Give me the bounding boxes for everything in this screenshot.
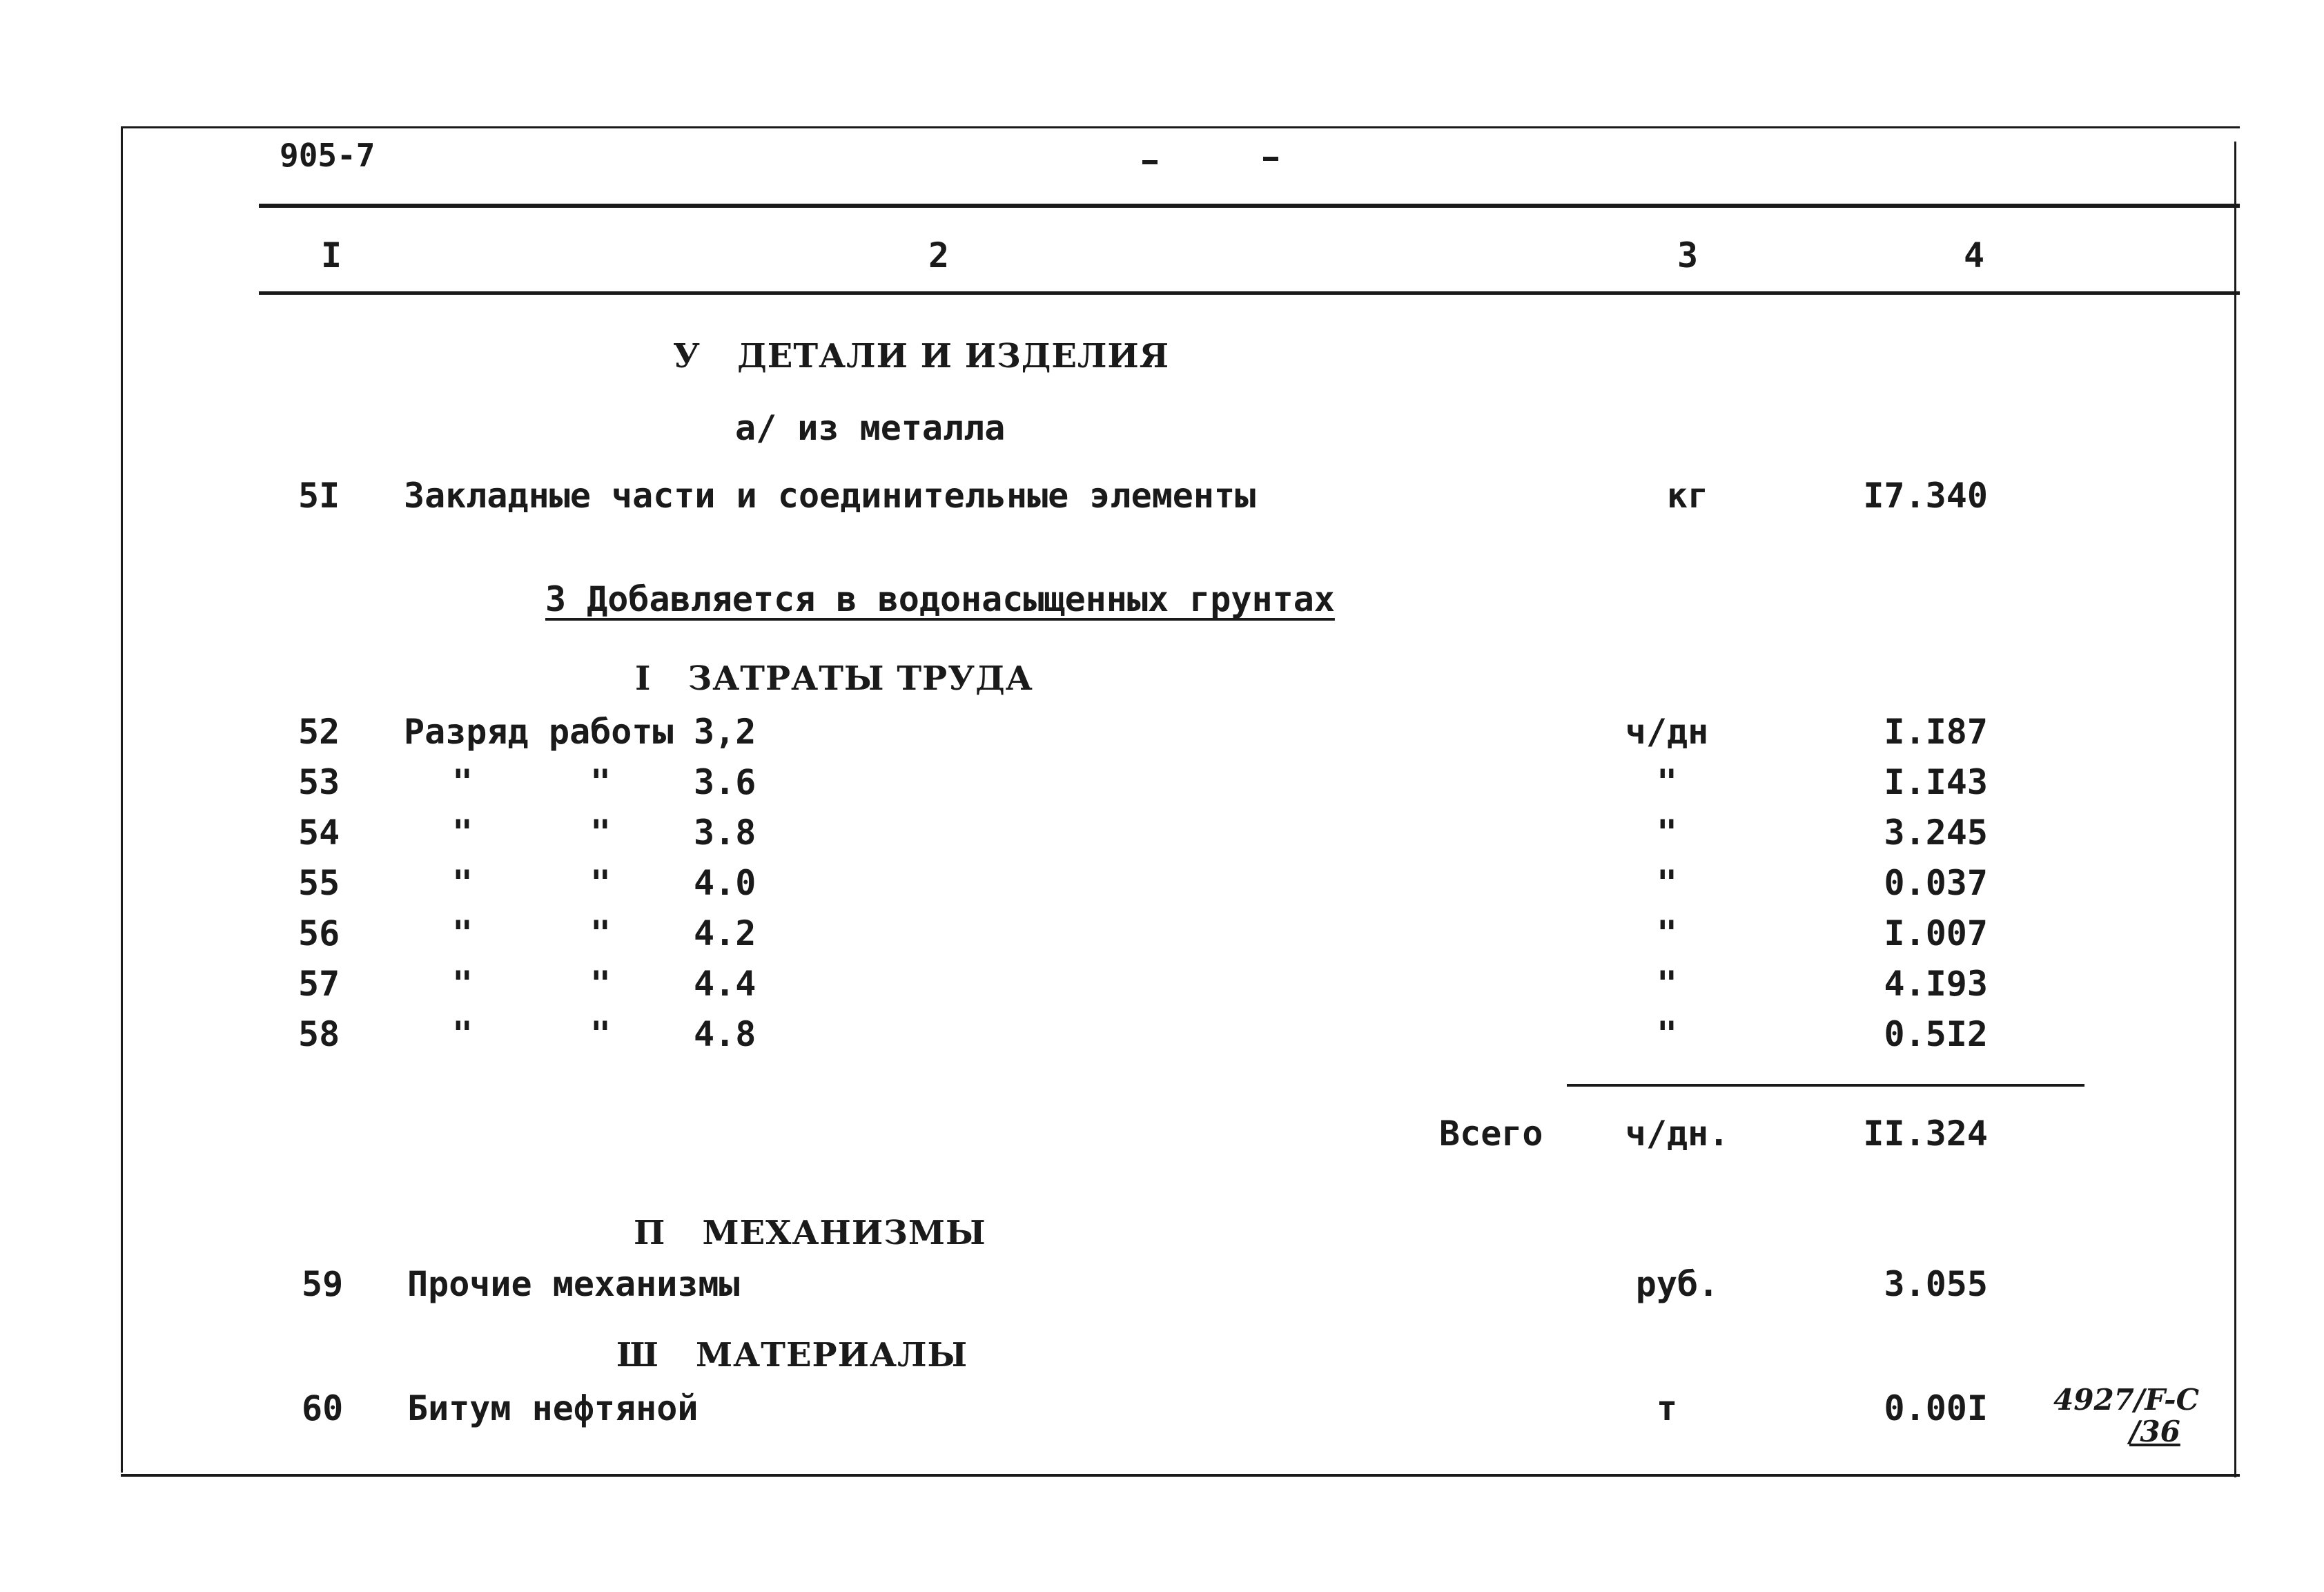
row-number: 5I xyxy=(298,476,340,516)
ditto-mark: " xyxy=(590,913,612,953)
section-3-heading: 3 Добавляется в водонасыщенных грунтах xyxy=(545,579,1335,619)
ditto-mark: " xyxy=(590,964,612,1004)
row-number: 56 xyxy=(298,913,340,953)
mechanisms-title: П МЕХАНИЗМЫ xyxy=(634,1214,986,1252)
row-grade: 4.4 xyxy=(694,964,756,1004)
row-number: 60 xyxy=(302,1388,344,1428)
header-top-rule xyxy=(259,204,2240,208)
row-value: I.007 xyxy=(1884,913,1988,953)
row-name: Битум нефтяной xyxy=(407,1388,699,1428)
row-number: 57 xyxy=(298,964,340,1004)
row-grade: 4.0 xyxy=(694,863,756,903)
total-unit: ч/дн. xyxy=(1625,1114,1730,1154)
row-unit: кг xyxy=(1666,476,1709,516)
ditto-mark: " xyxy=(590,813,612,853)
row-unit: ч/дн xyxy=(1625,712,1709,752)
ditto-mark: " xyxy=(1656,813,1678,853)
row-value: 0.5I2 xyxy=(1884,1014,1988,1054)
row-value: I.I43 xyxy=(1884,762,1988,802)
ditto-mark: " xyxy=(1656,964,1678,1004)
frame-bottom-rule xyxy=(121,1474,2240,1477)
row-grade: 4.8 xyxy=(694,1014,756,1054)
row-name: Прочие механизмы xyxy=(407,1264,740,1304)
margin-note-line2: /36 xyxy=(2129,1415,2180,1448)
header-bottom-rule xyxy=(259,291,2240,295)
materials-title: Ш МАТЕРИАЛЫ xyxy=(616,1336,968,1375)
row-value: 3.055 xyxy=(1884,1264,1988,1304)
row-value: 0.00I xyxy=(1884,1388,1988,1428)
column-header-4: 4 xyxy=(1963,235,1985,275)
row-number: 52 xyxy=(298,712,340,752)
row-grade: 4.2 xyxy=(694,913,756,953)
row-number: 58 xyxy=(298,1014,340,1054)
section-3-title xyxy=(545,579,1335,620)
total-rule xyxy=(1567,1084,2084,1087)
margin-note-line1: 4927/F-C xyxy=(2053,1383,2200,1417)
ditto-mark: " xyxy=(1656,762,1678,802)
row-number: 59 xyxy=(302,1264,344,1304)
labor-costs-title: I ЗАТРАТЫ ТРУДА xyxy=(635,659,1033,698)
row-grade: 3,2 xyxy=(694,712,756,752)
row-value: 4.I93 xyxy=(1884,964,1988,1004)
row-number: 55 xyxy=(298,863,340,903)
column-header-3: 3 xyxy=(1677,235,1699,275)
frame-left-rule xyxy=(121,126,123,1473)
ditto-mark: " xyxy=(452,964,473,1004)
row-unit: руб. xyxy=(1635,1264,1719,1304)
scan-mark xyxy=(1263,157,1278,161)
row-grade: 3.6 xyxy=(694,762,756,802)
row-number: 54 xyxy=(298,813,340,853)
ditto-mark: " xyxy=(452,913,473,953)
ditto-mark: " xyxy=(452,762,473,802)
ditto-mark: " xyxy=(452,1014,473,1054)
ditto-mark: " xyxy=(1656,1014,1678,1054)
ditto-mark: " xyxy=(590,1014,612,1054)
column-header-1: I xyxy=(320,235,342,275)
ditto-mark: " xyxy=(1656,863,1678,903)
frame-right-rule xyxy=(2234,142,2236,1477)
total-value: II.324 xyxy=(1863,1114,1988,1154)
row-value: I7.340 xyxy=(1863,476,1988,516)
row-value: 3.245 xyxy=(1884,813,1988,853)
ditto-mark: " xyxy=(590,762,612,802)
total-label: Всего xyxy=(1439,1114,1543,1154)
row-name: Закладные части и соединительные элементы xyxy=(404,476,1256,516)
row-value: 0.037 xyxy=(1884,863,1988,903)
column-header-2: 2 xyxy=(928,235,950,275)
section-5-subtitle: а/ из металла xyxy=(735,408,1006,448)
row-name: работы xyxy=(549,712,674,752)
row-unit: т xyxy=(1656,1388,1678,1428)
ditto-mark: " xyxy=(590,863,612,903)
document-number: 905-7 xyxy=(280,137,375,174)
ditto-mark: " xyxy=(1656,913,1678,953)
ditto-mark: " xyxy=(452,813,473,853)
row-grade: 3.8 xyxy=(694,813,756,853)
frame-top-rule xyxy=(121,126,2240,128)
row-name: Разряд xyxy=(404,712,529,752)
row-number: 53 xyxy=(298,762,340,802)
margin-note xyxy=(2053,1384,2219,1448)
scan-mark xyxy=(1142,160,1158,164)
row-value: I.I87 xyxy=(1884,712,1988,752)
ditto-mark: " xyxy=(452,863,473,903)
section-5-title: У ДЕТАЛИ И ИЗДЕЛИЯ xyxy=(673,337,1170,376)
